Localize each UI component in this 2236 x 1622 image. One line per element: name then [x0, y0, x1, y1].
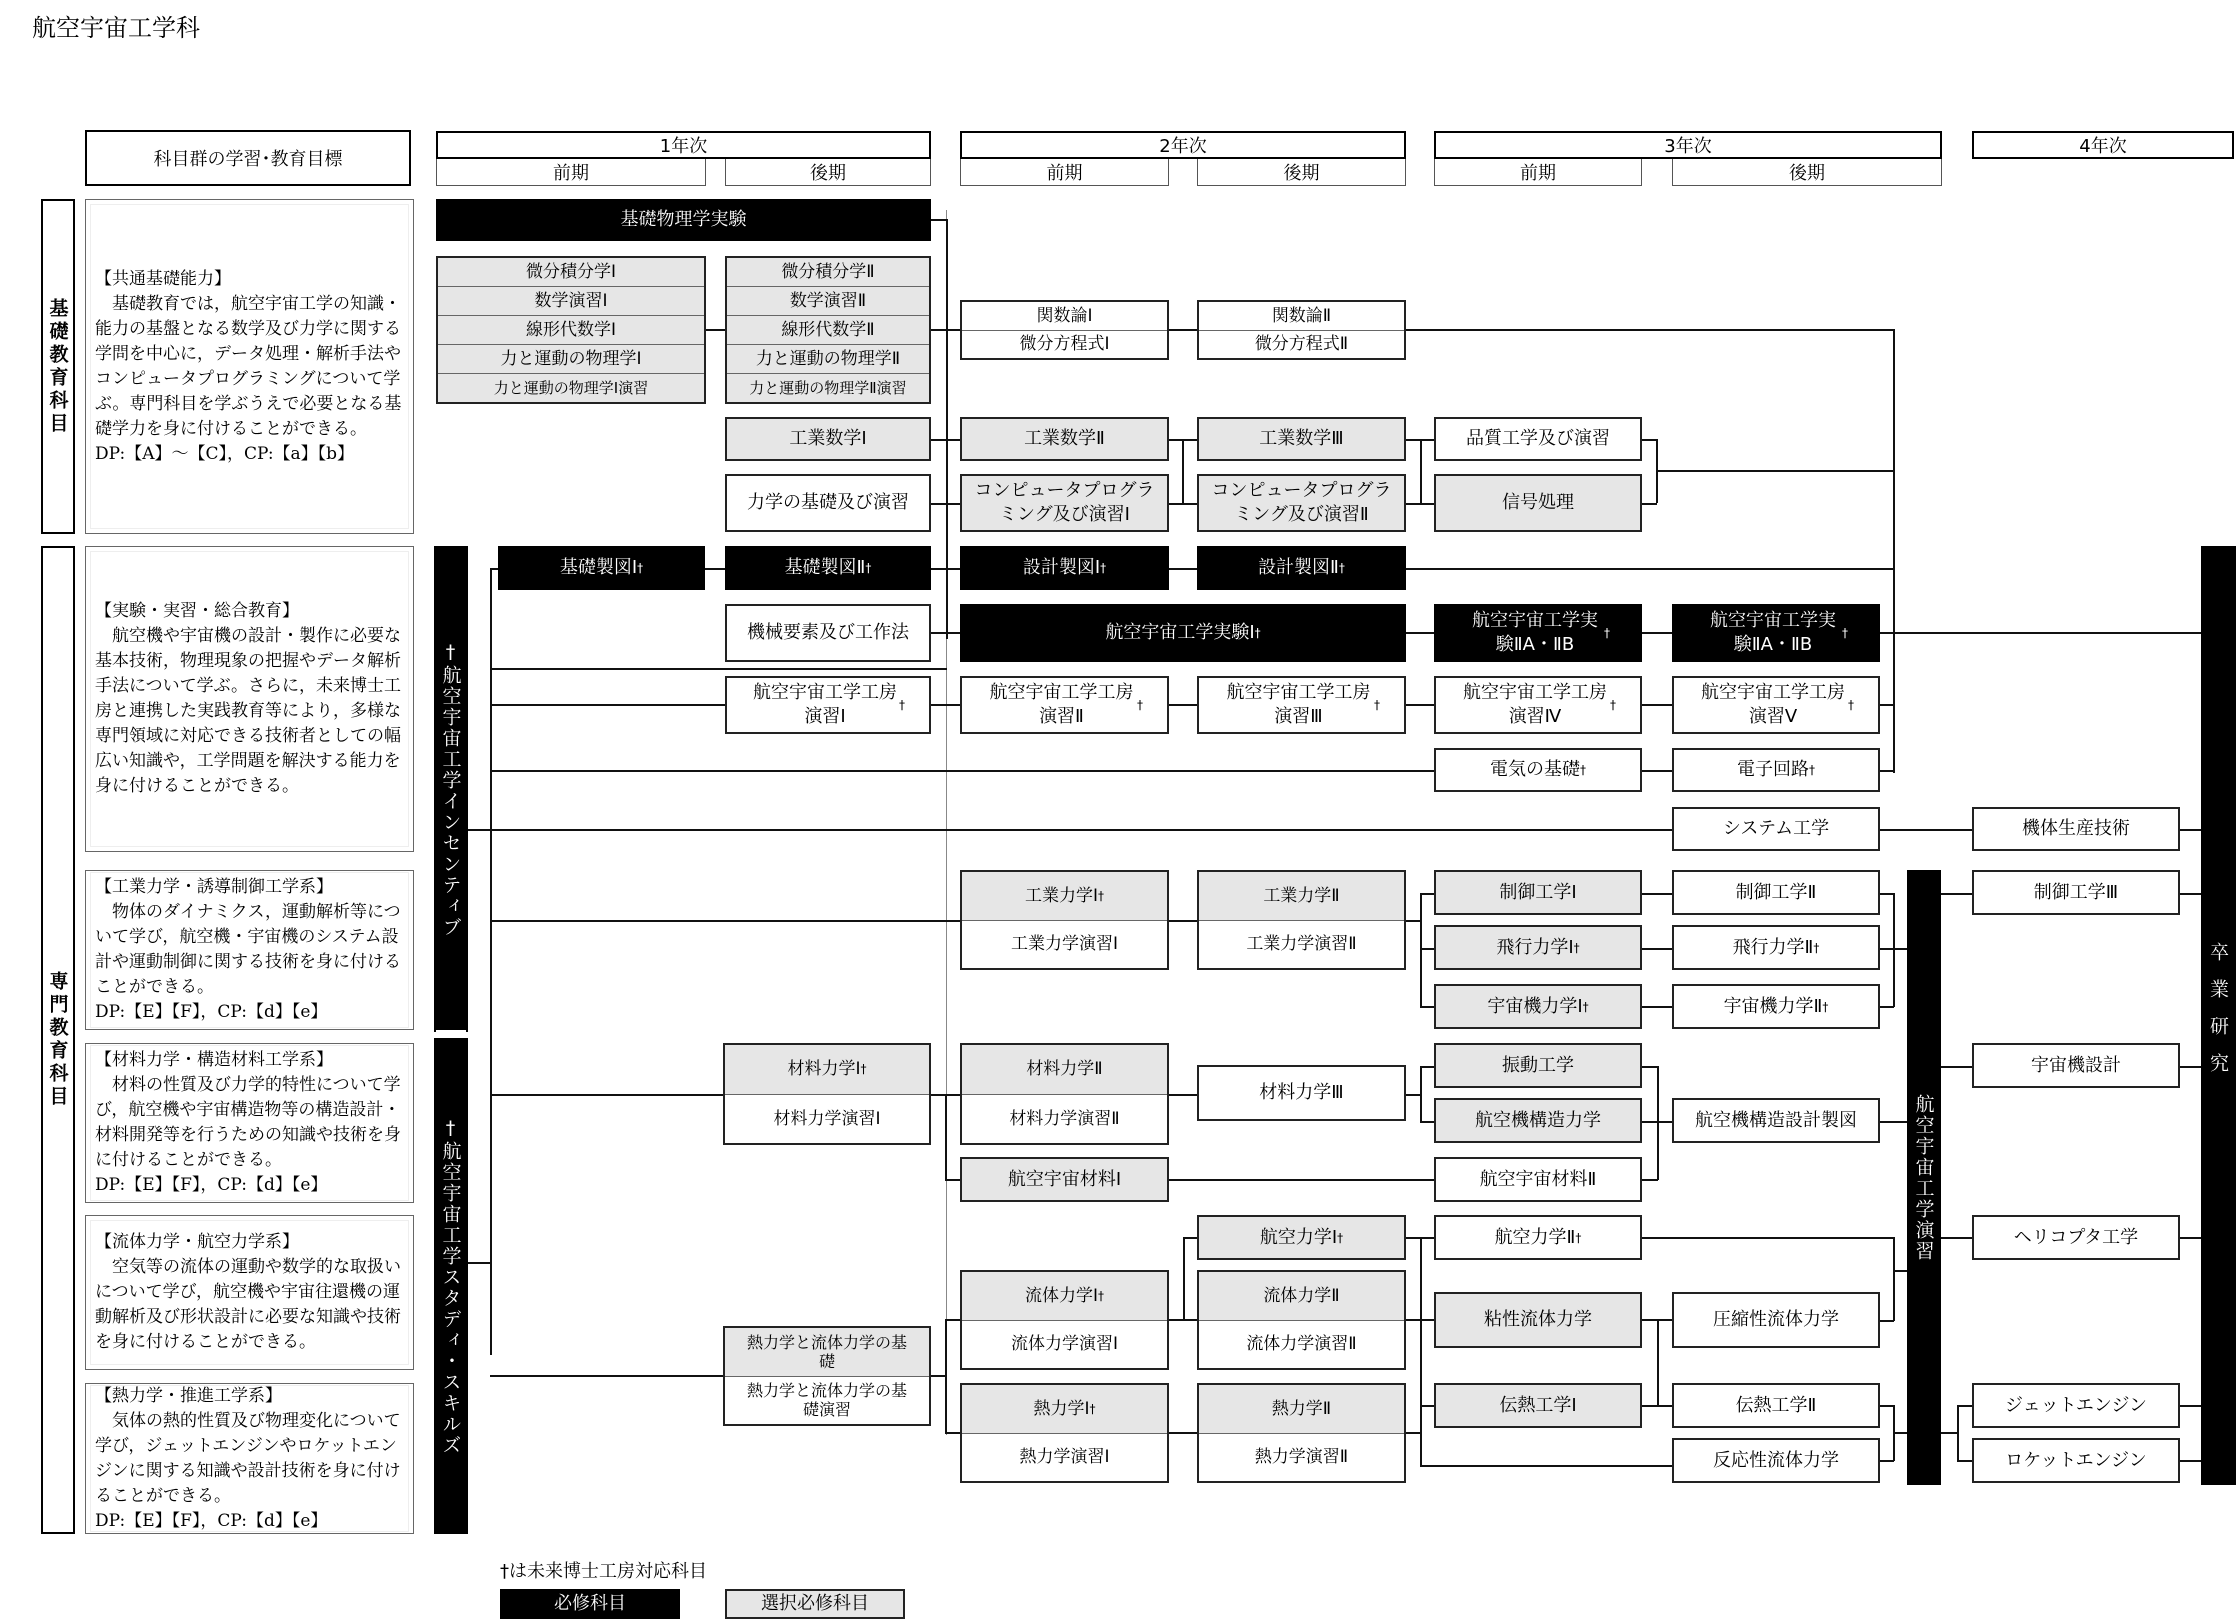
course-kuu-zairyo-1: 航空宇宙材料Ⅰ: [960, 1157, 1169, 1202]
course-denki: 電気の基礎 †: [1434, 748, 1642, 792]
course-zairyo-3: 材料力学Ⅲ: [1197, 1065, 1406, 1121]
course-jet: ジェットエンジン: [1972, 1383, 2180, 1428]
course-denshi: 電子回路 †: [1672, 748, 1880, 792]
goal-thermo: 【熱力学・推進工学系】 気体の熱的性質及び物理変化について学び，ジェットエンジンやロケットエンジンに関する知識や設計技術を身に付けることができる。 DP:【E】【F】，CP:【d】【e】: [85, 1383, 414, 1534]
course-nensei: 粘性流体力学: [1434, 1292, 1642, 1348]
course-kogyo-sugaku-3: 工業数学Ⅲ: [1197, 417, 1406, 461]
course-dennetsu-1: 伝熱工学Ⅰ: [1434, 1383, 1642, 1428]
course-hiko-2: 飛行力学Ⅱ †: [1672, 925, 1880, 970]
course-jikken-1: 航空宇宙工学実験Ⅰ †: [960, 604, 1406, 662]
legend-elective-required: 選択必修科目: [725, 1589, 905, 1619]
course-kozo-sekkei: 航空機構造設計製図: [1672, 1098, 1880, 1143]
course-rocket: ロケットエンジン: [1972, 1438, 2180, 1483]
course-kobo-4: 航空宇宙工学工房演習Ⅳ †: [1434, 676, 1642, 734]
course-kiso-seizu-1: 基礎製図Ⅰ †: [498, 546, 705, 590]
course-group-y1-second-math: 微分積分学Ⅱ 数学演習Ⅱ 線形代数学Ⅱ 力と運動の物理学Ⅱ 力と運動の物理学Ⅱ演習: [725, 256, 931, 404]
course-comp-prog-2: コンピュータプログラミング及び演習Ⅱ: [1197, 474, 1406, 532]
course-kogyo-sugaku-1: 工業数学Ⅰ: [725, 417, 931, 461]
bar-graduation: 卒業研究: [2201, 546, 2236, 1485]
year-3-term-first: 前期: [1434, 159, 1642, 186]
course-uchuki-1: 宇宙機力学Ⅰ †: [1434, 984, 1642, 1029]
course-dennetsu-2: 伝熱工学Ⅱ: [1672, 1383, 1880, 1428]
course-kobo-3: 航空宇宙工学工房演習Ⅲ †: [1197, 676, 1406, 734]
course-system: システム工学: [1672, 807, 1880, 851]
category-basic: 基礎教育科目: [41, 199, 75, 534]
goal-common: 【共通基礎能力】 基礎教育では，航空宇宙工学の知識・能力の基盤となる数学及び力学に関する学問を中心に，データ処理・解析手法やコンピュータプログラミングについて学ぶ。専門科目を学ぶうえで必要となる基礎学力を身に付けることができる。 DP:【A】～【C】，CP:【a】【b】: [85, 199, 414, 534]
course-shingo: 信号処理: [1434, 474, 1642, 532]
course-uchuki-sekkei: 宇宙機設計: [1972, 1043, 2180, 1088]
course-hanno: 反応性流体力学: [1672, 1438, 1880, 1483]
course-rikigaku-kiso: 力学の基礎及び演習: [725, 474, 931, 532]
course-netsu-2: 熱力学Ⅱ 熱力学演習Ⅱ: [1197, 1383, 1406, 1483]
bar-exercise: 航空宇宙工学演習: [1907, 870, 1941, 1485]
course-seigyo-1: 制御工学Ⅰ: [1434, 870, 1642, 915]
course-kobo-5: 航空宇宙工学工房演習Ⅴ †: [1672, 676, 1880, 734]
course-hinshitsu: 品質工学及び演習: [1434, 417, 1642, 461]
course-zairyo-2: 材料力学Ⅱ 材料力学演習Ⅱ: [960, 1043, 1169, 1145]
bar-study-skills: †航空宇宙工学スタディ・スキルズ: [434, 1038, 468, 1534]
page-title: 航空宇宙工学科: [32, 14, 200, 42]
goal-materials: 【材料力学・構造材料工学系】 材料の性質及び力学的特性について学び，航空機や宇宙構造物等の構造設計・材料開発等を行うための知識や技術を身に付けることができる。 DP:【E】【F】，CP:【d】【e】: [85, 1043, 414, 1203]
course-kokuki-kozo: 航空機構造力学: [1434, 1098, 1642, 1143]
course-ryutai-2: 流体力学Ⅱ 流体力学演習Ⅱ: [1197, 1270, 1406, 1370]
year-1-header: 1年次: [436, 131, 931, 159]
course-asshuku: 圧縮性流体力学: [1672, 1292, 1880, 1348]
legend-dagger-note: †は未来博士工房対応科目: [500, 1561, 707, 1582]
goal-experiment: 【実験・実習・総合教育】 航空機や宇宙機の設計・製作に必要な基本技術，物理現象の把握やデータ解析手法について学ぶ。さらに，未来博士工房と連携した実践教育等により，多様な専門領域に対応できる技術者としての幅広い知識や，工学問題を解決する能力を身に付けることができる。: [85, 546, 414, 852]
course-kogyo-rikigaku-2: 工業力学Ⅱ 工業力学演習Ⅱ: [1197, 870, 1406, 970]
course-kiso-butsuri-jikken: 基礎物理学実験: [436, 199, 931, 241]
course-netsu-ryutai-kiso: 熱力学と流体力学の基礎 熱力学と流体力学の基礎演習: [723, 1326, 931, 1426]
course-kiso-seizu-2: 基礎製図Ⅱ †: [725, 546, 931, 590]
course-ryutai-1: 流体力学Ⅰ † 流体力学演習Ⅰ: [960, 1270, 1169, 1370]
legend-required: 必修科目: [500, 1589, 680, 1619]
course-kogyo-sugaku-2: 工業数学Ⅱ: [960, 417, 1169, 461]
year-1-term-first: 前期: [436, 159, 706, 186]
year-3-header: 3年次: [1434, 131, 1942, 159]
year-2-term-second: 後期: [1197, 159, 1406, 186]
course-kuu-zairyo-2: 航空宇宙材料Ⅱ: [1434, 1157, 1642, 1202]
year-3-term-second: 後期: [1672, 159, 1942, 186]
course-kitai: 機体生産技術: [1972, 807, 2180, 851]
course-kobo-2: 航空宇宙工学工房演習Ⅱ †: [960, 676, 1169, 734]
course-shindo: 振動工学: [1434, 1043, 1642, 1088]
goals-header: 科目群の学習･教育目標: [85, 130, 411, 186]
course-kogyo-rikigaku-1: 工業力学Ⅰ † 工業力学演習Ⅰ: [960, 870, 1169, 970]
course-netsu-1: 熱力学Ⅰ † 熱力学演習Ⅰ: [960, 1383, 1169, 1483]
bar-incentive: †航空宇宙工学インセンティブ: [434, 546, 468, 1032]
course-group-y1-first-math: 微分積分学Ⅰ 数学演習Ⅰ 線形代数学Ⅰ 力と運動の物理学Ⅰ 力と運動の物理学Ⅰ演習: [436, 256, 706, 404]
year-2-term-first: 前期: [960, 159, 1169, 186]
goal-fluids: 【流体力学・航空力学系】 空気等の流体の運動や数学的な取扱いについて学び，航空機や宇宙往還機の運動解析及び形状設計に必要な知識や技術を身に付けることができる。: [85, 1215, 414, 1370]
year-4-header: 4年次: [1972, 131, 2234, 159]
course-kobo-1: 航空宇宙工学工房演習Ⅰ †: [725, 676, 931, 734]
course-kansu-2: 関数論Ⅱ 微分方程式Ⅱ: [1197, 300, 1406, 360]
goal-dynamics: 【工業力学・誘導制御工学系】 物体のダイナミクス，運動解析等について学び，航空機・宇宙機のシステム設計や運動制御に関する技術を身に付けることができる。 DP:【E】【F】，CP:【d】【e】: [85, 870, 414, 1030]
category-specialized: 専門教育科目: [41, 546, 75, 1534]
course-comp-prog-1: コンピュータプログラミング及び演習Ⅰ: [960, 474, 1169, 532]
course-uchuki-2: 宇宙機力学Ⅱ †: [1672, 984, 1880, 1029]
course-seigyo-3: 制御工学Ⅲ: [1972, 870, 2180, 915]
course-hiko-1: 飛行力学Ⅰ †: [1434, 925, 1642, 970]
year-2-header: 2年次: [960, 131, 1406, 159]
course-zairyo-1: 材料力学Ⅰ † 材料力学演習Ⅰ: [723, 1043, 931, 1145]
course-sekkei-seizu-2: 設計製図Ⅱ †: [1197, 546, 1406, 590]
course-heli: ヘリコプタ工学: [1972, 1215, 2180, 1260]
course-kansu-1: 関数論Ⅰ 微分方程式Ⅰ: [960, 300, 1169, 360]
course-jikken-2-y3a: 航空宇宙工学実験ⅡA・ⅡB †: [1434, 604, 1642, 662]
course-kokuriki-1: 航空力学Ⅰ †: [1197, 1215, 1406, 1260]
course-sekkei-seizu-1: 設計製図Ⅰ †: [960, 546, 1169, 590]
course-kikai-yoso: 機械要素及び工作法: [725, 604, 931, 662]
year-1-term-second: 後期: [725, 159, 931, 186]
course-seigyo-2: 制御工学Ⅱ: [1672, 870, 1880, 915]
course-kokuriki-2: 航空力学Ⅱ †: [1434, 1215, 1642, 1260]
course-jikken-2-y3b: 航空宇宙工学実験ⅡA・ⅡB †: [1672, 604, 1880, 662]
